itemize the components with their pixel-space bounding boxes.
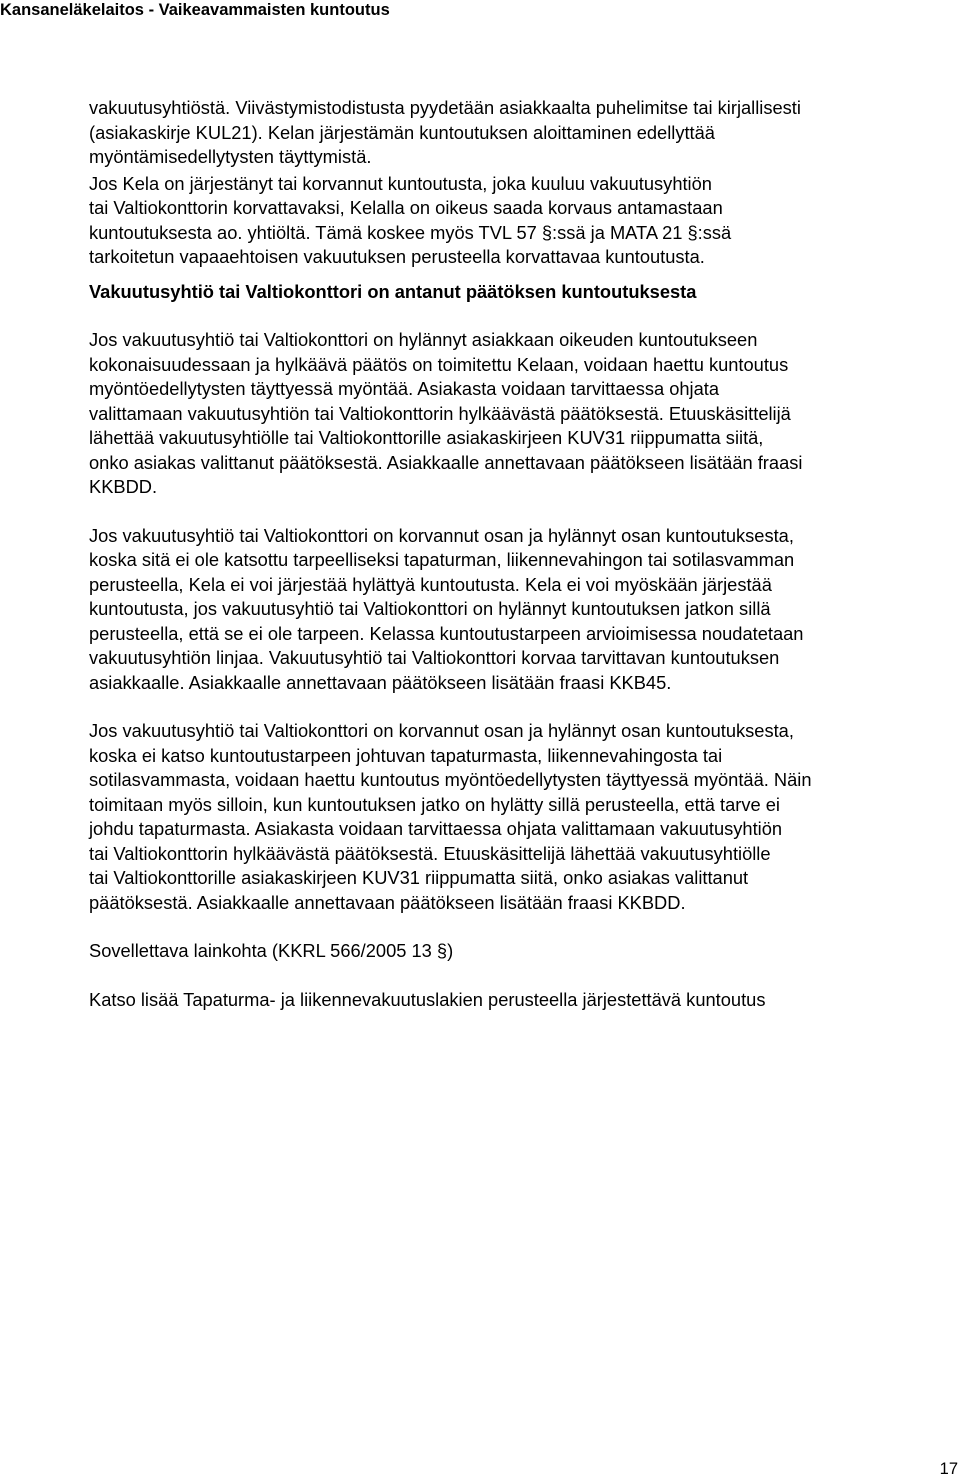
- text-line: KKBDD.: [89, 476, 158, 497]
- text-line: Jos vakuutusyhtiö tai Valtiokonttori on korvannut osan ja hylännyt osan kuntoutuksesta,: [89, 720, 794, 741]
- text-line: vakuutusyhtiön linjaa. Vakuutusyhtiö tai Valtiokonttori korvaa tarvittavan kuntoutuksen: [89, 647, 780, 668]
- text-line: päätöksestä. Asiakkaalle annettavaan päätökseen lisätään fraasi KKBDD.: [89, 891, 686, 913]
- document-header: Kansaneläkelaitos - Vaikeavammaisten kuntoutus: [0, 1, 390, 19]
- text-line: Jos vakuutusyhtiö tai Valtiokonttori on hylännyt asiakkaan oikeuden kuntoutukseen: [89, 329, 758, 350]
- text-line: perusteella, Kela ei voi järjestää hylättyä kuntoutusta. Kela ei voi myöskään järjestää: [89, 573, 772, 595]
- text-line: perusteella, että se ei ole tarpeen. Kelassa kuntoutustarpeen arvioimisessa noudatetaan: [89, 622, 804, 644]
- section-heading: Vakuutusyhtiö tai Valtiokonttori on antanut päätöksen kuntoutuksesta: [89, 280, 697, 302]
- text-line: tai Valtiokonttorin korvattavaksi, Kelalla on oikeus saada korvaus antamastaan: [89, 197, 723, 218]
- text-line: myöntämisedellytysten täyttymistä.: [89, 146, 372, 167]
- text-line: (asiakaskirje KUL21). Kelan järjestämän kuntoutuksen aloittaminen edellyttää: [89, 121, 715, 143]
- partial-rejection-paragraph-2: [89, 719, 955, 915]
- document-body: [89, 96, 955, 1012]
- text-line: koska sitä ei ole katsottu tarpeelliseksi tapaturman, liikennevahingon tai sotilasvamman: [89, 549, 795, 570]
- partial-rejection-paragraph-1: [89, 524, 955, 696]
- kela-compensation-paragraph: [89, 172, 955, 270]
- text-line: kokonaisuudessaan ja hylkäävä päätös on toimitettu Kelaan, voidaan haettu kuntoutus: [89, 353, 789, 375]
- text-line: toimitaan myös silloin, kun kuntoutuksen jatko on hylätty sillä perusteella, että tarve ei: [89, 793, 780, 815]
- text-line: Jos Kela on järjestänyt tai korvannut kuntoutusta, joka kuuluu vakuutusyhtiön: [89, 172, 712, 194]
- text-line: tai Valtiokonttorille asiakaskirjeen KUV31 riippumatta siitä, onko asiakas valittanut: [89, 867, 749, 888]
- text-line: johdu tapaturmasta. Asiakasta voidaan tarvittaessa ohjata valittamaan vakuutusyhtiön: [89, 818, 783, 839]
- text-line: Jos vakuutusyhtiö tai Valtiokonttori on korvannut osan ja hylännyt osan kuntoutuksesta,: [89, 524, 794, 546]
- text-line: koska ei katso kuntoutustarpeen johtuvan tapaturmasta, liikennevahingosta tai: [89, 744, 723, 766]
- text-line: kuntoutusta, jos vakuutusyhtiö tai Valtiokonttori on hylännyt kuntoutuksen jatkon sillä: [89, 598, 771, 619]
- text-line: myöntöedellytysten täyttyessä myöntää. Asiakasta voidaan tarvittaessa ohjata: [89, 378, 720, 399]
- text-line: valittamaan vakuutusyhtiön tai Valtiokonttorin hylkäävästä päätöksestä. Etuuskäsittelijä: [89, 402, 791, 424]
- text-line: tai Valtiokonttorin hylkäävästä päätöksestä. Etuuskäsittelijä lähettää vakuutusyhtiölle: [89, 842, 771, 864]
- rejected-paragraph: [89, 328, 955, 500]
- text-line: kuntoutuksesta ao. yhtiöltä. Tämä koskee myös TVL 57 §:ssä ja MATA 21 §:ssä: [89, 221, 732, 243]
- text-line: tarkoitetun vapaaehtoisen vakuutuksen perusteella korvattavaa kuntoutusta.: [89, 246, 705, 267]
- intro-paragraph: [89, 96, 955, 170]
- text-line: asiakkaalle. Asiakkaalle annettavaan päätökseen lisätään fraasi KKB45.: [89, 671, 672, 693]
- text-line: lähettää vakuutusyhtiölle tai Valtiokonttorille asiakaskirjeen KUV31 riippumatta siitä,: [89, 427, 764, 448]
- law-reference: Sovellettava lainkohta (KKRL 566/2005 13 §): [89, 940, 454, 961]
- text-line: vakuutusyhtiöstä. Viivästymistodistusta pyydetään asiakkaalta puhelimitse tai kirjallisesti: [89, 97, 801, 118]
- page-number: 17: [939, 1460, 958, 1478]
- see-more-reference: Katso lisää Tapaturma- ja liikennevakuutuslakien perusteella järjestettävä kuntoutus: [89, 988, 766, 1010]
- text-line: sotilasvammasta, voidaan haettu kuntoutus myöntöedellytysten täyttyessä myöntää. Näin: [89, 769, 812, 790]
- text-line: onko asiakas valittanut päätöksestä. Asiakkaalle annettavaan päätökseen lisätään fraasi: [89, 451, 803, 473]
